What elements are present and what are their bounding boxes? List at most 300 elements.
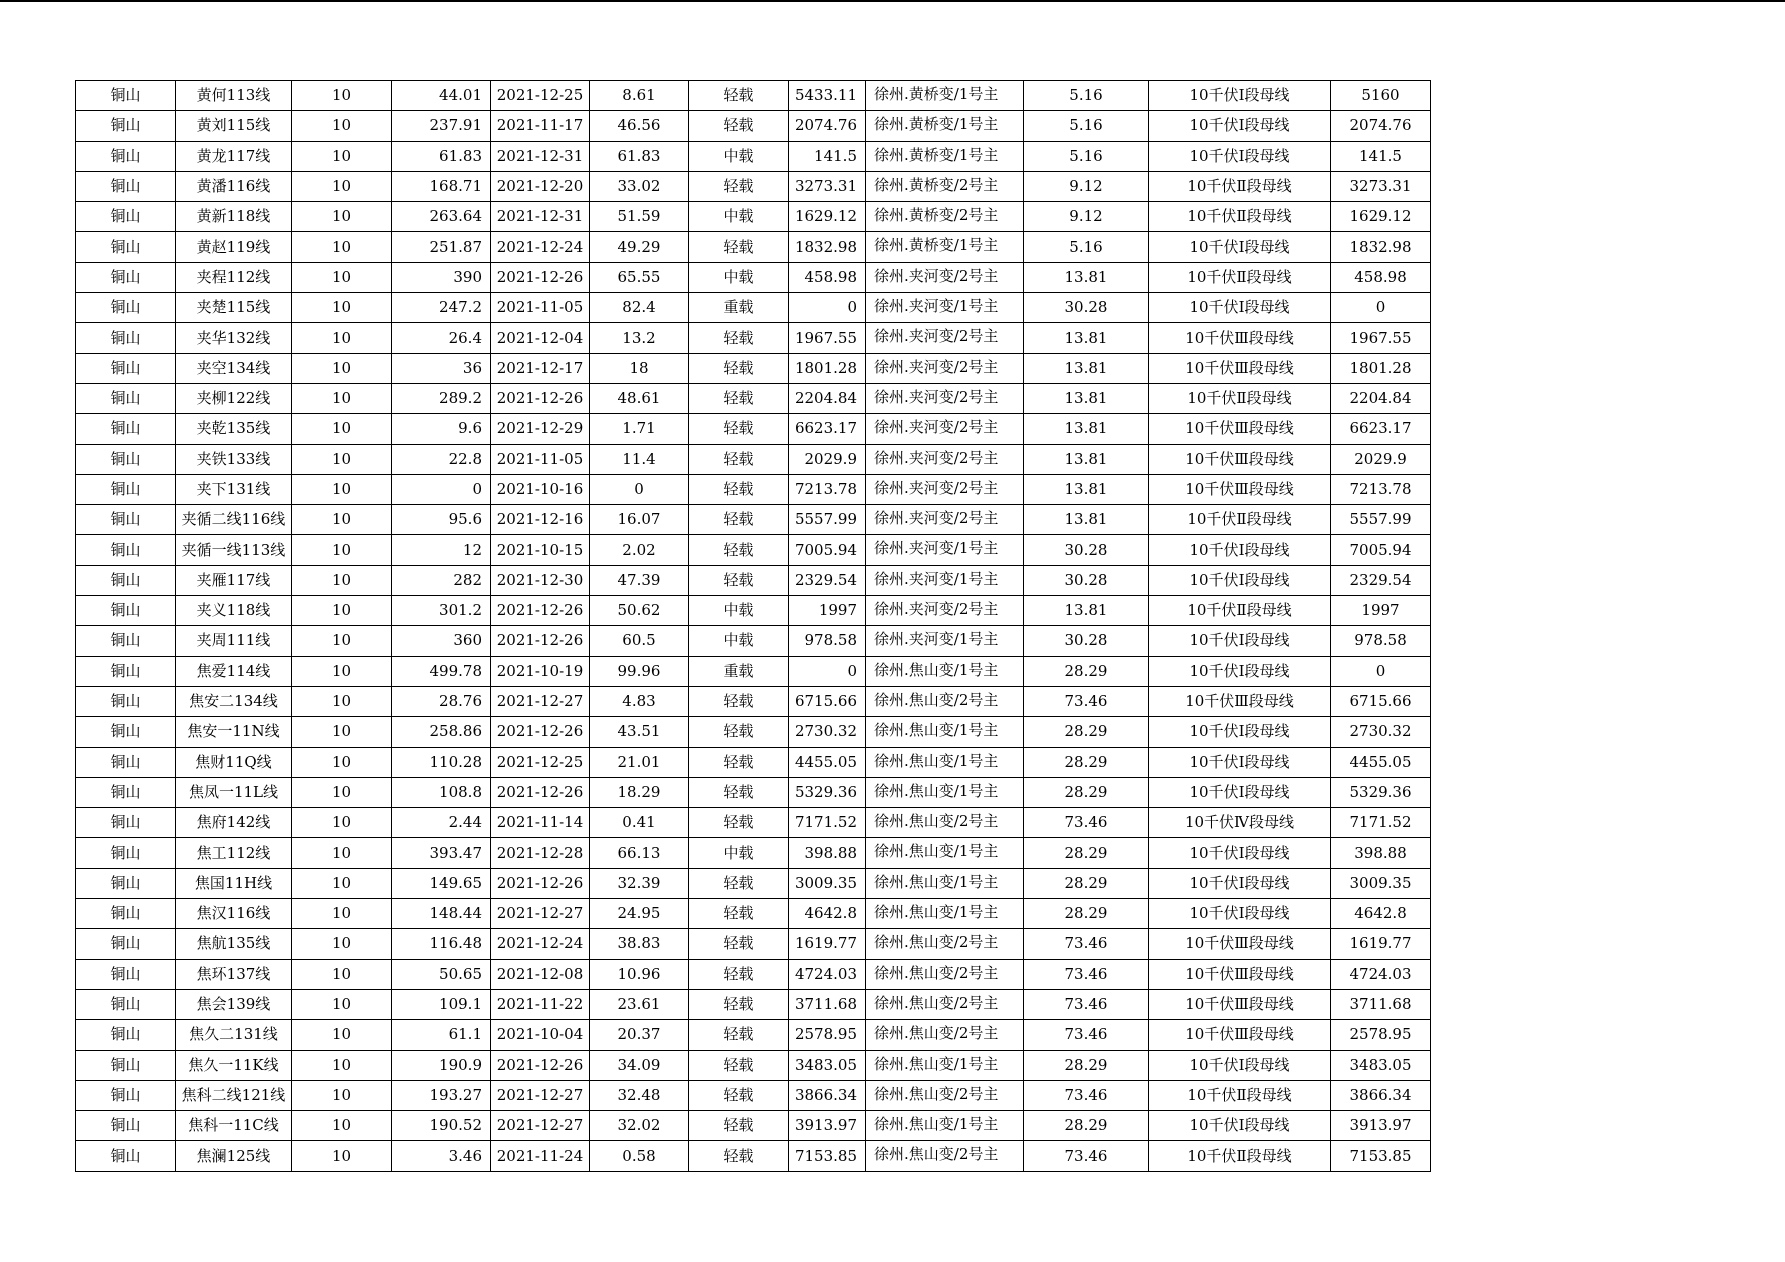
available-capacity-cell: 3711.68 bbox=[789, 989, 866, 1019]
capacity-cell: 1629.12 bbox=[1331, 202, 1431, 232]
voltage-cell: 10 bbox=[292, 111, 392, 141]
voltage-cell: 10 bbox=[292, 626, 392, 656]
county-cell: 铜山 bbox=[76, 777, 176, 807]
county-cell: 铜山 bbox=[76, 656, 176, 686]
load-level-cell: 轻载 bbox=[689, 868, 789, 898]
county-cell: 铜山 bbox=[76, 747, 176, 777]
date-cell: 2021-11-14 bbox=[491, 808, 590, 838]
load-rate-cell: 32.02 bbox=[590, 1111, 689, 1141]
transformer-value-cell: 28.29 bbox=[1024, 747, 1149, 777]
available-capacity-cell: 1832.98 bbox=[789, 232, 866, 262]
table-body bbox=[76, 81, 1431, 1172]
available-capacity-cell: 4455.05 bbox=[789, 747, 866, 777]
max-load-cell: 390 bbox=[392, 262, 491, 292]
load-rate-cell: 16.07 bbox=[590, 505, 689, 535]
capacity-cell: 4455.05 bbox=[1331, 747, 1431, 777]
bus-section-cell: 10千伏Ⅰ段母线 bbox=[1149, 232, 1331, 262]
table-row bbox=[76, 596, 1431, 626]
max-load-cell: 50.65 bbox=[392, 959, 491, 989]
transformer-text: 徐州.焦山变/2号主 bbox=[874, 993, 999, 1012]
load-rate-cell: 0.58 bbox=[590, 1141, 689, 1171]
county-cell: 铜山 bbox=[76, 535, 176, 565]
available-capacity-cell: 1967.55 bbox=[789, 323, 866, 353]
date-cell: 2021-11-22 bbox=[491, 989, 590, 1019]
voltage-cell: 10 bbox=[292, 535, 392, 565]
available-capacity-cell: 5557.99 bbox=[789, 505, 866, 535]
load-level-cell: 轻载 bbox=[689, 444, 789, 474]
max-load-cell: 247.2 bbox=[392, 293, 491, 323]
date-cell: 2021-12-31 bbox=[491, 202, 590, 232]
transformer-cell bbox=[866, 777, 1024, 807]
date-cell: 2021-11-24 bbox=[491, 1141, 590, 1171]
load-level-cell: 轻载 bbox=[689, 353, 789, 383]
date-cell: 2021-11-05 bbox=[491, 293, 590, 323]
available-capacity-cell: 6715.66 bbox=[789, 686, 866, 716]
load-rate-cell: 0 bbox=[590, 474, 689, 504]
load-level-cell: 轻载 bbox=[689, 111, 789, 141]
table-row bbox=[76, 747, 1431, 777]
voltage-cell: 10 bbox=[292, 838, 392, 868]
load-level-cell: 轻载 bbox=[689, 505, 789, 535]
bus-section-cell: 10千伏Ⅲ段母线 bbox=[1149, 323, 1331, 353]
county-cell: 铜山 bbox=[76, 1080, 176, 1110]
load-level-cell: 重载 bbox=[689, 293, 789, 323]
transformer-text: 徐州.夹河变/2号主 bbox=[874, 600, 999, 619]
transformer-value-cell: 30.28 bbox=[1024, 293, 1149, 323]
load-rate-cell: 60.5 bbox=[590, 626, 689, 656]
bus-section-cell: 10千伏Ⅲ段母线 bbox=[1149, 929, 1331, 959]
transformer-cell bbox=[866, 232, 1024, 262]
county-cell: 铜山 bbox=[76, 686, 176, 716]
bus-section-cell: 10千伏Ⅰ段母线 bbox=[1149, 141, 1331, 171]
table-row bbox=[76, 474, 1431, 504]
load-level-cell: 轻载 bbox=[689, 565, 789, 595]
transformer-text: 徐州.焦山变/1号主 bbox=[874, 751, 999, 770]
max-load-cell: 301.2 bbox=[392, 596, 491, 626]
available-capacity-cell: 1801.28 bbox=[789, 353, 866, 383]
date-cell: 2021-12-31 bbox=[491, 141, 590, 171]
capacity-cell: 978.58 bbox=[1331, 626, 1431, 656]
line-name-cell: 夹柳122线 bbox=[176, 383, 292, 413]
transformer-cell bbox=[866, 959, 1024, 989]
load-rate-cell: 24.95 bbox=[590, 899, 689, 929]
county-cell: 铜山 bbox=[76, 959, 176, 989]
capacity-cell: 141.5 bbox=[1331, 141, 1431, 171]
load-level-cell: 轻载 bbox=[689, 899, 789, 929]
bus-section-cell: 10千伏Ⅱ段母线 bbox=[1149, 1080, 1331, 1110]
transformer-cell bbox=[866, 505, 1024, 535]
capacity-cell: 0 bbox=[1331, 656, 1431, 686]
county-cell: 铜山 bbox=[76, 202, 176, 232]
capacity-cell: 398.88 bbox=[1331, 838, 1431, 868]
table-row bbox=[76, 535, 1431, 565]
transformer-value-cell: 73.46 bbox=[1024, 1020, 1149, 1050]
available-capacity-cell: 4642.8 bbox=[789, 899, 866, 929]
capacity-cell: 6623.17 bbox=[1331, 414, 1431, 444]
load-rate-cell: 18 bbox=[590, 353, 689, 383]
date-cell: 2021-12-26 bbox=[491, 596, 590, 626]
bus-section-cell: 10千伏Ⅰ段母线 bbox=[1149, 565, 1331, 595]
transformer-cell bbox=[866, 686, 1024, 716]
available-capacity-cell: 5433.11 bbox=[789, 81, 866, 111]
capacity-cell: 6715.66 bbox=[1331, 686, 1431, 716]
available-capacity-cell: 2329.54 bbox=[789, 565, 866, 595]
county-cell: 铜山 bbox=[76, 81, 176, 111]
transformer-cell bbox=[866, 202, 1024, 232]
table-row bbox=[76, 111, 1431, 141]
bus-section-cell: 10千伏Ⅰ段母线 bbox=[1149, 656, 1331, 686]
county-cell: 铜山 bbox=[76, 1141, 176, 1171]
line-name-cell: 焦久二131线 bbox=[176, 1020, 292, 1050]
load-rate-cell: 20.37 bbox=[590, 1020, 689, 1050]
county-cell: 铜山 bbox=[76, 171, 176, 201]
bus-section-cell: 10千伏Ⅱ段母线 bbox=[1149, 505, 1331, 535]
max-load-cell: 110.28 bbox=[392, 747, 491, 777]
line-name-cell: 焦久一11K线 bbox=[176, 1050, 292, 1080]
transformer-text: 徐州.焦山变/2号主 bbox=[874, 812, 999, 831]
voltage-cell: 10 bbox=[292, 717, 392, 747]
transformer-text: 徐州.焦山变/1号主 bbox=[874, 1054, 999, 1073]
max-load-cell: 289.2 bbox=[392, 383, 491, 413]
transformer-value-cell: 73.46 bbox=[1024, 1141, 1149, 1171]
load-rate-cell: 65.55 bbox=[590, 262, 689, 292]
county-cell: 铜山 bbox=[76, 626, 176, 656]
bus-section-cell: 10千伏Ⅰ段母线 bbox=[1149, 1050, 1331, 1080]
available-capacity-cell: 3866.34 bbox=[789, 1080, 866, 1110]
bus-section-cell: 10千伏Ⅲ段母线 bbox=[1149, 414, 1331, 444]
load-rate-cell: 32.39 bbox=[590, 868, 689, 898]
transformer-cell bbox=[866, 293, 1024, 323]
load-rate-cell: 33.02 bbox=[590, 171, 689, 201]
max-load-cell: 3.46 bbox=[392, 1141, 491, 1171]
load-level-cell: 轻载 bbox=[689, 747, 789, 777]
capacity-cell: 4724.03 bbox=[1331, 959, 1431, 989]
max-load-cell: 26.4 bbox=[392, 323, 491, 353]
available-capacity-cell: 0 bbox=[789, 656, 866, 686]
line-name-cell: 焦科一11C线 bbox=[176, 1111, 292, 1141]
transformer-text: 徐州.黄桥变/2号主 bbox=[874, 206, 999, 225]
county-cell: 铜山 bbox=[76, 989, 176, 1019]
available-capacity-cell: 978.58 bbox=[789, 626, 866, 656]
max-load-cell: 393.47 bbox=[392, 838, 491, 868]
max-load-cell: 2.44 bbox=[392, 808, 491, 838]
table-row bbox=[76, 414, 1431, 444]
line-name-cell: 黄龙117线 bbox=[176, 141, 292, 171]
voltage-cell: 10 bbox=[292, 323, 392, 353]
county-cell: 铜山 bbox=[76, 1050, 176, 1080]
capacity-cell: 0 bbox=[1331, 293, 1431, 323]
transformer-value-cell: 28.29 bbox=[1024, 777, 1149, 807]
transformer-text: 徐州.夹河变/2号主 bbox=[874, 387, 999, 406]
load-rate-cell: 51.59 bbox=[590, 202, 689, 232]
transformer-text: 徐州.焦山变/1号主 bbox=[874, 903, 999, 922]
voltage-cell: 10 bbox=[292, 383, 392, 413]
county-cell: 铜山 bbox=[76, 474, 176, 504]
table-row bbox=[76, 353, 1431, 383]
voltage-cell: 10 bbox=[292, 444, 392, 474]
transformer-value-cell: 9.12 bbox=[1024, 202, 1149, 232]
load-rate-cell: 50.62 bbox=[590, 596, 689, 626]
transformer-text: 徐州.焦山变/1号主 bbox=[874, 1115, 999, 1134]
transformer-cell bbox=[866, 899, 1024, 929]
load-rate-cell: 21.01 bbox=[590, 747, 689, 777]
line-name-cell: 焦府142线 bbox=[176, 808, 292, 838]
transformer-cell bbox=[866, 535, 1024, 565]
county-cell: 铜山 bbox=[76, 323, 176, 353]
table-row bbox=[76, 232, 1431, 262]
transformer-text: 徐州.夹河变/2号主 bbox=[874, 478, 999, 497]
load-level-cell: 轻载 bbox=[689, 81, 789, 111]
transformer-value-cell: 28.29 bbox=[1024, 838, 1149, 868]
transformer-value-cell: 13.81 bbox=[1024, 474, 1149, 504]
date-cell: 2021-12-25 bbox=[491, 747, 590, 777]
available-capacity-cell: 5329.36 bbox=[789, 777, 866, 807]
date-cell: 2021-12-27 bbox=[491, 899, 590, 929]
voltage-cell: 10 bbox=[292, 929, 392, 959]
bus-section-cell: 10千伏Ⅱ段母线 bbox=[1149, 202, 1331, 232]
transformer-cell bbox=[866, 565, 1024, 595]
transformer-text: 徐州.夹河变/2号主 bbox=[874, 418, 999, 437]
available-capacity-cell: 141.5 bbox=[789, 141, 866, 171]
county-cell: 铜山 bbox=[76, 717, 176, 747]
line-name-cell: 焦会139线 bbox=[176, 989, 292, 1019]
capacity-cell: 3273.31 bbox=[1331, 171, 1431, 201]
available-capacity-cell: 2730.32 bbox=[789, 717, 866, 747]
county-cell: 铜山 bbox=[76, 444, 176, 474]
load-rate-cell: 61.83 bbox=[590, 141, 689, 171]
load-rate-cell: 34.09 bbox=[590, 1050, 689, 1080]
transformer-text: 徐州.夹河变/1号主 bbox=[874, 630, 999, 649]
line-name-cell: 夹下131线 bbox=[176, 474, 292, 504]
load-rate-cell: 2.02 bbox=[590, 535, 689, 565]
voltage-cell: 10 bbox=[292, 1020, 392, 1050]
date-cell: 2021-12-16 bbox=[491, 505, 590, 535]
load-rate-cell: 8.61 bbox=[590, 81, 689, 111]
transformer-text: 徐州.夹河变/1号主 bbox=[874, 569, 999, 588]
transformer-cell bbox=[866, 111, 1024, 141]
capacity-cell: 2730.32 bbox=[1331, 717, 1431, 747]
transformer-text: 徐州.黄桥变/1号主 bbox=[874, 145, 999, 164]
county-cell: 铜山 bbox=[76, 596, 176, 626]
line-name-cell: 夹雁117线 bbox=[176, 565, 292, 595]
date-cell: 2021-12-27 bbox=[491, 1080, 590, 1110]
date-cell: 2021-11-05 bbox=[491, 444, 590, 474]
date-cell: 2021-12-29 bbox=[491, 414, 590, 444]
line-name-cell: 黄赵119线 bbox=[176, 232, 292, 262]
table-row bbox=[76, 1141, 1431, 1171]
date-cell: 2021-12-26 bbox=[491, 383, 590, 413]
voltage-cell: 10 bbox=[292, 232, 392, 262]
load-level-cell: 轻载 bbox=[689, 1080, 789, 1110]
bus-section-cell: 10千伏Ⅰ段母线 bbox=[1149, 81, 1331, 111]
line-name-cell: 焦安一11N线 bbox=[176, 717, 292, 747]
bus-section-cell: 10千伏Ⅰ段母线 bbox=[1149, 293, 1331, 323]
table-row bbox=[76, 808, 1431, 838]
transformer-value-cell: 28.29 bbox=[1024, 868, 1149, 898]
county-cell: 铜山 bbox=[76, 111, 176, 141]
transformer-value-cell: 30.28 bbox=[1024, 535, 1149, 565]
feeder-load-table bbox=[75, 80, 1431, 1172]
transformer-value-cell: 30.28 bbox=[1024, 565, 1149, 595]
line-name-cell: 夹空134线 bbox=[176, 353, 292, 383]
bus-section-cell: 10千伏Ⅰ段母线 bbox=[1149, 111, 1331, 141]
transformer-value-cell: 5.16 bbox=[1024, 141, 1149, 171]
line-name-cell: 夹循一线113线 bbox=[176, 535, 292, 565]
county-cell: 铜山 bbox=[76, 838, 176, 868]
available-capacity-cell: 6623.17 bbox=[789, 414, 866, 444]
available-capacity-cell: 3913.97 bbox=[789, 1111, 866, 1141]
date-cell: 2021-10-04 bbox=[491, 1020, 590, 1050]
capacity-cell: 4642.8 bbox=[1331, 899, 1431, 929]
load-rate-cell: 0.41 bbox=[590, 808, 689, 838]
load-rate-cell: 1.71 bbox=[590, 414, 689, 444]
transformer-cell bbox=[866, 656, 1024, 686]
transformer-value-cell: 5.16 bbox=[1024, 81, 1149, 111]
load-level-cell: 轻载 bbox=[689, 808, 789, 838]
available-capacity-cell: 2204.84 bbox=[789, 383, 866, 413]
transformer-value-cell: 73.46 bbox=[1024, 959, 1149, 989]
table-row bbox=[76, 777, 1431, 807]
transformer-cell bbox=[866, 141, 1024, 171]
county-cell: 铜山 bbox=[76, 232, 176, 262]
capacity-cell: 1832.98 bbox=[1331, 232, 1431, 262]
line-name-cell: 黄潘116线 bbox=[176, 171, 292, 201]
transformer-text: 徐州.夹河变/2号主 bbox=[874, 266, 999, 285]
date-cell: 2021-12-04 bbox=[491, 323, 590, 353]
transformer-text: 徐州.焦山变/2号主 bbox=[874, 1024, 999, 1043]
county-cell: 铜山 bbox=[76, 353, 176, 383]
transformer-cell bbox=[866, 626, 1024, 656]
available-capacity-cell: 2029.9 bbox=[789, 444, 866, 474]
transformer-text: 徐州.夹河变/1号主 bbox=[874, 297, 999, 316]
max-load-cell: 499.78 bbox=[392, 656, 491, 686]
load-level-cell: 中载 bbox=[689, 141, 789, 171]
bus-section-cell: 10千伏Ⅲ段母线 bbox=[1149, 989, 1331, 1019]
capacity-cell: 2204.84 bbox=[1331, 383, 1431, 413]
transformer-cell bbox=[866, 868, 1024, 898]
bus-section-cell: 10千伏Ⅳ段母线 bbox=[1149, 808, 1331, 838]
transformer-value-cell: 5.16 bbox=[1024, 232, 1149, 262]
available-capacity-cell: 1997 bbox=[789, 596, 866, 626]
transformer-text: 徐州.夹河变/2号主 bbox=[874, 327, 999, 346]
transformer-text: 徐州.焦山变/1号主 bbox=[874, 842, 999, 861]
voltage-cell: 10 bbox=[292, 959, 392, 989]
table-row bbox=[76, 444, 1431, 474]
line-name-cell: 焦汉116线 bbox=[176, 899, 292, 929]
line-name-cell: 焦财11Q线 bbox=[176, 747, 292, 777]
load-rate-cell: 66.13 bbox=[590, 838, 689, 868]
available-capacity-cell: 4724.03 bbox=[789, 959, 866, 989]
line-name-cell: 夹乾135线 bbox=[176, 414, 292, 444]
transformer-cell bbox=[866, 808, 1024, 838]
transformer-cell bbox=[866, 171, 1024, 201]
transformer-text: 徐州.焦山变/1号主 bbox=[874, 660, 999, 679]
line-name-cell: 黄何113线 bbox=[176, 81, 292, 111]
available-capacity-cell: 7213.78 bbox=[789, 474, 866, 504]
date-cell: 2021-12-20 bbox=[491, 171, 590, 201]
transformer-value-cell: 13.81 bbox=[1024, 505, 1149, 535]
transformer-value-cell: 13.81 bbox=[1024, 414, 1149, 444]
voltage-cell: 10 bbox=[292, 505, 392, 535]
capacity-cell: 1801.28 bbox=[1331, 353, 1431, 383]
transformer-cell bbox=[866, 414, 1024, 444]
transformer-cell bbox=[866, 929, 1024, 959]
transformer-cell bbox=[866, 1080, 1024, 1110]
transformer-value-cell: 73.46 bbox=[1024, 1080, 1149, 1110]
transformer-text: 徐州.夹河变/2号主 bbox=[874, 509, 999, 528]
load-level-cell: 轻载 bbox=[689, 959, 789, 989]
transformer-text: 徐州.夹河变/2号主 bbox=[874, 357, 999, 376]
date-cell: 2021-12-26 bbox=[491, 626, 590, 656]
table-row bbox=[76, 565, 1431, 595]
table-row bbox=[76, 959, 1431, 989]
load-level-cell: 轻载 bbox=[689, 1141, 789, 1171]
load-rate-cell: 13.2 bbox=[590, 323, 689, 353]
transformer-text: 徐州.黄桥变/2号主 bbox=[874, 175, 999, 194]
transformer-cell bbox=[866, 989, 1024, 1019]
table-row bbox=[76, 262, 1431, 292]
county-cell: 铜山 bbox=[76, 868, 176, 898]
load-level-cell: 轻载 bbox=[689, 929, 789, 959]
county-cell: 铜山 bbox=[76, 414, 176, 444]
load-rate-cell: 48.61 bbox=[590, 383, 689, 413]
voltage-cell: 10 bbox=[292, 1050, 392, 1080]
load-level-cell: 轻载 bbox=[689, 1111, 789, 1141]
date-cell: 2021-12-30 bbox=[491, 565, 590, 595]
date-cell: 2021-10-19 bbox=[491, 656, 590, 686]
load-level-cell: 轻载 bbox=[689, 717, 789, 747]
load-level-cell: 中载 bbox=[689, 596, 789, 626]
table-row bbox=[76, 141, 1431, 171]
load-level-cell: 中载 bbox=[689, 202, 789, 232]
bus-section-cell: 10千伏Ⅰ段母线 bbox=[1149, 1111, 1331, 1141]
date-cell: 2021-12-26 bbox=[491, 868, 590, 898]
max-load-cell: 148.44 bbox=[392, 899, 491, 929]
table-row bbox=[76, 717, 1431, 747]
transformer-value-cell: 13.81 bbox=[1024, 323, 1149, 353]
table-row bbox=[76, 81, 1431, 111]
voltage-cell: 10 bbox=[292, 747, 392, 777]
capacity-cell: 5557.99 bbox=[1331, 505, 1431, 535]
line-name-cell: 黄刘115线 bbox=[176, 111, 292, 141]
available-capacity-cell: 7153.85 bbox=[789, 1141, 866, 1171]
load-level-cell: 轻载 bbox=[689, 989, 789, 1019]
transformer-cell bbox=[866, 1141, 1024, 1171]
capacity-cell: 3483.05 bbox=[1331, 1050, 1431, 1080]
county-cell: 铜山 bbox=[76, 808, 176, 838]
line-name-cell: 焦国11H线 bbox=[176, 868, 292, 898]
capacity-cell: 3866.34 bbox=[1331, 1080, 1431, 1110]
capacity-cell: 7005.94 bbox=[1331, 535, 1431, 565]
transformer-value-cell: 73.46 bbox=[1024, 929, 1149, 959]
available-capacity-cell: 3483.05 bbox=[789, 1050, 866, 1080]
bus-section-cell: 10千伏Ⅰ段母线 bbox=[1149, 868, 1331, 898]
table-row bbox=[76, 323, 1431, 353]
available-capacity-cell: 7171.52 bbox=[789, 808, 866, 838]
county-cell: 铜山 bbox=[76, 293, 176, 323]
page-top-rule bbox=[0, 0, 1785, 2]
capacity-cell: 3711.68 bbox=[1331, 989, 1431, 1019]
bus-section-cell: 10千伏Ⅲ段母线 bbox=[1149, 959, 1331, 989]
voltage-cell: 10 bbox=[292, 656, 392, 686]
max-load-cell: 108.8 bbox=[392, 777, 491, 807]
load-level-cell: 轻载 bbox=[689, 323, 789, 353]
line-name-cell: 夹义118线 bbox=[176, 596, 292, 626]
available-capacity-cell: 0 bbox=[789, 293, 866, 323]
transformer-text-overflow bbox=[936, 1171, 948, 1172]
capacity-cell: 2578.95 bbox=[1331, 1020, 1431, 1050]
available-capacity-cell: 2074.76 bbox=[789, 111, 866, 141]
